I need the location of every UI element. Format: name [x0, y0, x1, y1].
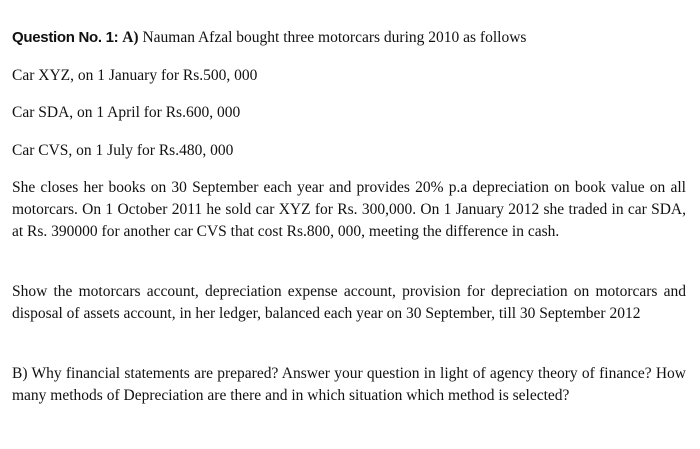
- car-xyz-line: Car XYZ, on 1 January for Rs.500, 000: [12, 67, 258, 84]
- car-sda-line: Car SDA, on 1 April for Rs.600, 000: [12, 104, 241, 121]
- question-heading: [12, 28, 526, 48]
- details-paragraph: She closes her books on 30 September each year and provides 20% p.a depreciation on book value on all motorcars. On 1 October 2011 he sold car XYZ for Rs. 300,000. On 1 January 2012 she traded in car SDA, at Rs. 390000 for another car CVS that cost Rs.800, 000, meeting the difference in cash.: [12, 179, 686, 240]
- car-cvs-line: Car CVS, on 1 July for Rs.480, 000: [12, 142, 234, 159]
- question-number-label: Question No. 1:: [12, 29, 119, 46]
- question-intro: Nauman Afzal bought three motorcars during 2010 as follows: [142, 29, 527, 46]
- instructions-paragraph: Show the motorcars account, depreciation expense account, provision for depreciation on motorcars and disposal of assets account, in her ledger, balanced each year on 30 September, till 30 September 2012: [12, 283, 686, 322]
- part-a-label: A): [122, 29, 139, 46]
- part-b-paragraph: B) Why financial statements are prepared? Answer your question in light of agency theory of finance? How many methods of Depreciation are there and in which situation which method is selected?: [12, 365, 686, 404]
